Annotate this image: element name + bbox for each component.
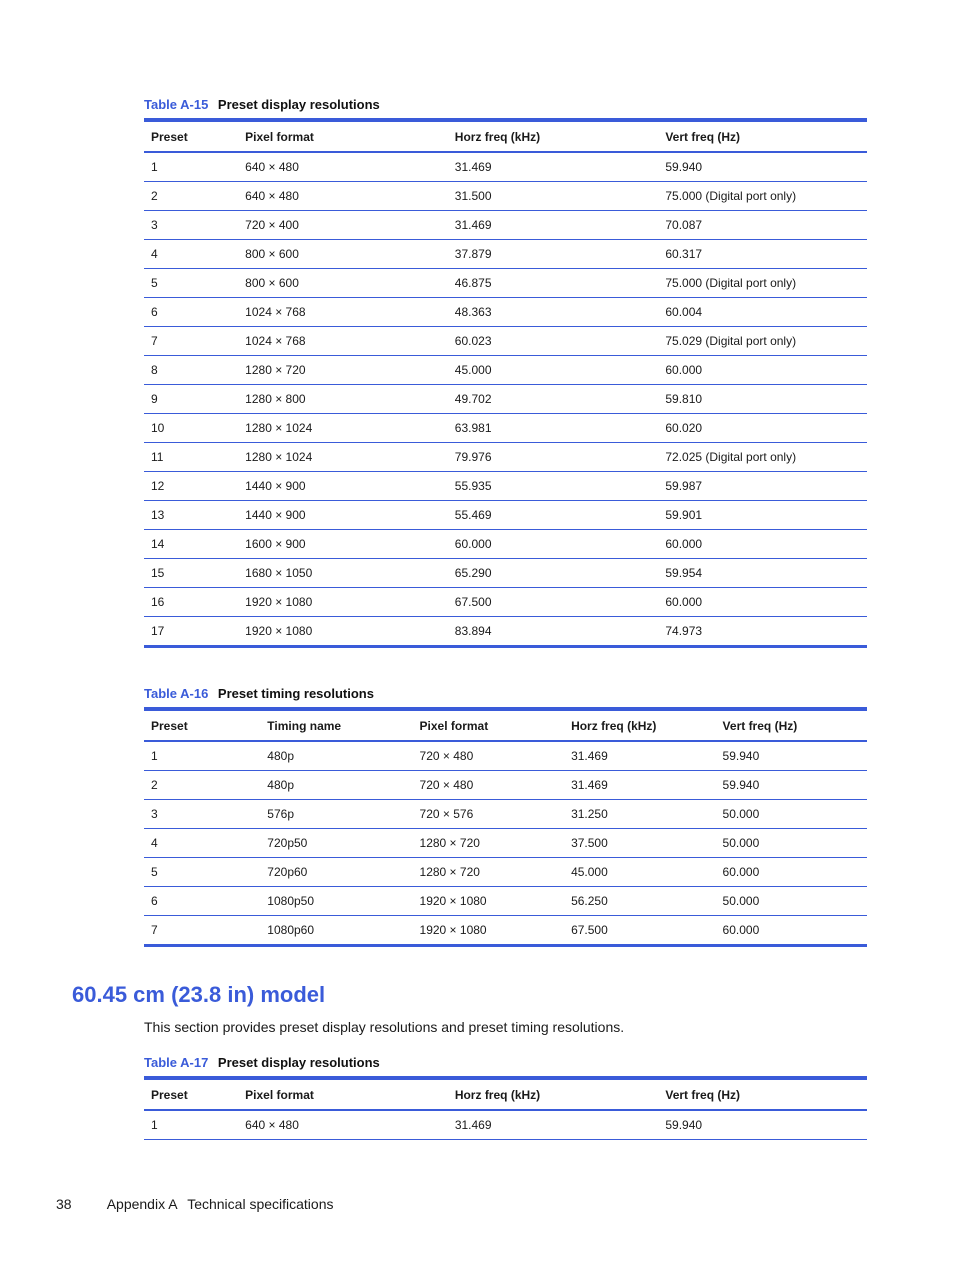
table-cell: 31.469: [564, 741, 715, 771]
table-cell: 56.250: [564, 887, 715, 916]
table-cell: 7: [144, 916, 260, 946]
table-cell: 60.000: [658, 530, 867, 559]
table-cell: 60.004: [658, 298, 867, 327]
table-cell: 800 × 600: [238, 269, 448, 298]
table-cell: 720 × 576: [412, 800, 564, 829]
table-cell: 31.469: [447, 152, 658, 182]
table-cell: 16: [144, 588, 238, 617]
table-row: [144, 269, 867, 298]
table-cell: 13: [144, 501, 238, 530]
table-cell: 1: [144, 741, 260, 771]
table-cell: 4: [144, 240, 238, 269]
column-header: Pixel format: [238, 120, 448, 152]
table-cell: 55.469: [447, 501, 658, 530]
table-cell: 1280 × 720: [412, 829, 564, 858]
table-cell: 5: [144, 269, 238, 298]
table-cell: 12: [144, 472, 238, 501]
table-cell: 1280 × 800: [238, 385, 448, 414]
table-cell: 59.940: [715, 771, 867, 800]
table-cell: 480p: [260, 771, 412, 800]
table-row: [144, 327, 867, 356]
table-a16-number: Table A-16: [144, 686, 209, 701]
table-cell: 9: [144, 385, 238, 414]
table-cell: 800 × 600: [238, 240, 448, 269]
table-row: [144, 356, 867, 385]
table-header-row: [144, 709, 867, 741]
table-cell: 60.020: [658, 414, 867, 443]
table-cell: 67.500: [564, 916, 715, 946]
table-row: [144, 617, 867, 647]
table-row: [144, 829, 867, 858]
table-cell: 1440 × 900: [238, 472, 448, 501]
table-a16-title: Preset timing resolutions: [217, 686, 374, 701]
table-cell: 37.879: [447, 240, 658, 269]
column-header: Preset: [151, 129, 188, 144]
table-row: [144, 152, 867, 182]
table-cell: 1440 × 900: [238, 501, 448, 530]
table-row: [144, 530, 867, 559]
column-header: Preset: [151, 718, 188, 733]
table-cell: 75.029 (Digital port only): [658, 327, 867, 356]
table-cell: 1280 × 1024: [238, 443, 448, 472]
table-cell: 48.363: [447, 298, 658, 327]
table-cell: 70.087: [658, 211, 867, 240]
table-row: [144, 916, 867, 946]
table-cell: 55.935: [447, 472, 658, 501]
table-cell: 1920 × 1080: [238, 617, 448, 647]
table-cell: 1: [144, 1110, 238, 1140]
table-row: [144, 472, 867, 501]
table-cell: 31.469: [447, 1110, 658, 1140]
table-cell: 1024 × 768: [238, 327, 448, 356]
table-cell: 59.940: [658, 152, 867, 182]
table-cell: 1024 × 768: [238, 298, 448, 327]
table-cell: 1080p60: [260, 916, 412, 946]
column-header: Horz freq (kHz): [447, 1078, 658, 1110]
table-cell: 1920 × 1080: [412, 887, 564, 916]
table-cell: 17: [144, 617, 238, 647]
table-row: [144, 182, 867, 211]
table-cell: 60.000: [715, 916, 867, 946]
table-cell: 59.954: [658, 559, 867, 588]
table-cell: 59.940: [658, 1110, 867, 1140]
column-header: Vert freq (Hz): [715, 709, 867, 741]
table-row: [144, 771, 867, 800]
column-header: Timing name: [260, 709, 412, 741]
chapter-label: Appendix A: [106, 1196, 178, 1212]
table-row: [144, 385, 867, 414]
table-cell: 75.000 (Digital port only): [658, 182, 867, 211]
table-cell: 3: [144, 800, 260, 829]
table-a15-caption: [144, 97, 380, 112]
table-cell: 45.000: [564, 858, 715, 887]
table-cell: 720 × 480: [412, 741, 564, 771]
table-cell: 576p: [260, 800, 412, 829]
table-header-row: [144, 120, 867, 152]
table-row: [144, 559, 867, 588]
table-row: [144, 800, 867, 829]
table-cell: 60.317: [658, 240, 867, 269]
table-cell: 50.000: [715, 829, 867, 858]
table-row: [144, 741, 867, 771]
table-cell: 31.500: [447, 182, 658, 211]
table-cell: 59.940: [715, 741, 867, 771]
page-footer: [56, 1196, 333, 1212]
table-cell: 3: [144, 211, 238, 240]
table-cell: 65.290: [447, 559, 658, 588]
table-cell: 83.894: [447, 617, 658, 647]
column-header: Pixel format: [412, 709, 564, 741]
table-cell: 60.000: [658, 588, 867, 617]
table-row: [144, 588, 867, 617]
table-cell: 46.875: [447, 269, 658, 298]
page-number: 38: [56, 1196, 72, 1212]
column-header: Pixel format: [238, 1078, 448, 1110]
table-cell: 1600 × 900: [238, 530, 448, 559]
table-cell: 1280 × 1024: [238, 414, 448, 443]
column-header: Vert freq (Hz): [658, 120, 867, 152]
table-cell: 14: [144, 530, 238, 559]
table-cell: 31.469: [447, 211, 658, 240]
table-row: [144, 240, 867, 269]
table-cell: 2: [144, 182, 238, 211]
table-cell: 1680 × 1050: [238, 559, 448, 588]
table-cell: 49.702: [447, 385, 658, 414]
table-cell: 50.000: [715, 887, 867, 916]
table-a17-title: Preset display resolutions: [217, 1055, 380, 1070]
table-a16: [144, 707, 867, 947]
column-header: Horz freq (kHz): [564, 709, 715, 741]
table-cell: 6: [144, 298, 238, 327]
table-cell: 60.000: [715, 858, 867, 887]
table-cell: 640 × 480: [238, 1110, 448, 1140]
table-cell: 37.500: [564, 829, 715, 858]
table-cell: 59.810: [658, 385, 867, 414]
table-row: [144, 298, 867, 327]
table-cell: 59.987: [658, 472, 867, 501]
table-cell: 2: [144, 771, 260, 800]
column-header: Vert freq (Hz): [658, 1078, 867, 1110]
table-cell: 45.000: [447, 356, 658, 385]
table-cell: 1280 × 720: [412, 858, 564, 887]
table-cell: 60.000: [658, 356, 867, 385]
table-cell: 31.469: [564, 771, 715, 800]
table-cell: 1280 × 720: [238, 356, 448, 385]
table-cell: 720p60: [260, 858, 412, 887]
table-row: [144, 858, 867, 887]
table-cell: 720 × 480: [412, 771, 564, 800]
section-intro: This section provides preset display resolutions and preset timing resolutions.: [144, 1019, 625, 1035]
table-row: [144, 1110, 867, 1140]
table-cell: 79.976: [447, 443, 658, 472]
table-cell: 63.981: [447, 414, 658, 443]
table-cell: 11: [144, 443, 238, 472]
column-header: Horz freq (kHz): [447, 120, 658, 152]
table-cell: 4: [144, 829, 260, 858]
table-cell: 72.025 (Digital port only): [658, 443, 867, 472]
table-row: [144, 501, 867, 530]
table-cell: 720p50: [260, 829, 412, 858]
section-heading: 60.45 cm (23.8 in) model: [72, 982, 326, 1007]
table-cell: 640 × 480: [238, 152, 448, 182]
table-cell: 60.000: [447, 530, 658, 559]
table-a15-title: Preset display resolutions: [217, 97, 380, 112]
table-cell: 7: [144, 327, 238, 356]
table-cell: 60.023: [447, 327, 658, 356]
table-cell: 15: [144, 559, 238, 588]
table-a17: [144, 1076, 867, 1140]
table-cell: 1: [144, 152, 238, 182]
table-cell: 74.973: [658, 617, 867, 647]
table-cell: 50.000: [715, 800, 867, 829]
table-cell: 59.901: [658, 501, 867, 530]
table-header-row: [144, 1078, 867, 1110]
chapter-title: Technical specifications: [187, 1196, 334, 1212]
table-a15: [144, 118, 867, 648]
table-cell: 75.000 (Digital port only): [658, 269, 867, 298]
table-a17-caption: [144, 1055, 380, 1070]
table-row: [144, 443, 867, 472]
table-cell: 640 × 480: [238, 182, 448, 211]
table-a15-number: Table A-15: [144, 97, 209, 112]
table-cell: 6: [144, 887, 260, 916]
table-a17-number: Table A-17: [144, 1055, 209, 1070]
table-cell: 67.500: [447, 588, 658, 617]
table-cell: 1920 × 1080: [238, 588, 448, 617]
table-a16-caption: [144, 686, 374, 701]
table-cell: 10: [144, 414, 238, 443]
table-cell: 1080p50: [260, 887, 412, 916]
table-row: [144, 414, 867, 443]
table-cell: 31.250: [564, 800, 715, 829]
table-cell: 5: [144, 858, 260, 887]
table-cell: 720 × 400: [238, 211, 448, 240]
table-row: [144, 211, 867, 240]
column-header: Preset: [151, 1087, 188, 1102]
table-cell: 480p: [260, 741, 412, 771]
table-cell: 1920 × 1080: [412, 916, 564, 946]
table-cell: 8: [144, 356, 238, 385]
table-row: [144, 887, 867, 916]
